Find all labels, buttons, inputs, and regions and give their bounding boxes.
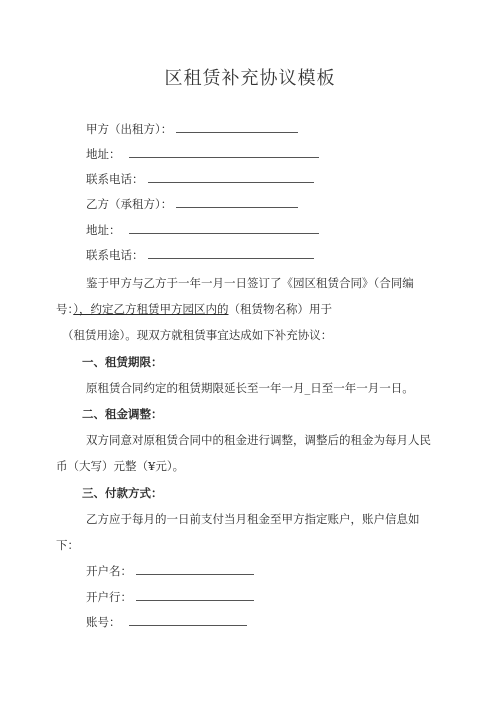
- party-a-address-blank: [129, 147, 319, 158]
- party-b-label: 乙方（承租方）：: [86, 197, 173, 211]
- account-number-label: 账号：: [86, 615, 121, 629]
- intro-line-2-suffix: （租赁物名称）用于: [228, 302, 332, 316]
- document-title: 区租赁补充协议模板: [164, 68, 336, 89]
- intro-line-2-prefix: 号：: [56, 302, 74, 316]
- account-bank-blank: [136, 590, 254, 601]
- party-a-address-row: [86, 146, 319, 162]
- section-1-heading: 一、租赁期限：: [82, 355, 163, 369]
- party-a-row: [86, 121, 298, 137]
- intro-line-2: [56, 301, 332, 317]
- intro-line-3: （租赁用途）。现双方就租赁事宜达成如下补充协议：: [62, 328, 333, 342]
- party-b-blank: [176, 197, 298, 208]
- intro-line-2-underlined: ），约定乙方租赁甲方园区内的: [73, 302, 229, 316]
- account-name-blank: [136, 564, 254, 575]
- party-b-phone-row: [86, 247, 314, 263]
- section-2-heading: 二、租金调整：: [82, 407, 163, 421]
- section-3-heading: 三、付款方式：: [82, 486, 163, 500]
- party-a-blank: [176, 122, 298, 133]
- party-b-address-row: [86, 222, 319, 238]
- account-number-row: [86, 614, 247, 630]
- section-1-line-1: 原租赁合同约定的租赁期限延长至一年一月_日至一年一月一日。: [86, 381, 414, 395]
- party-a-address-label: 地址：: [86, 147, 121, 161]
- account-bank-label: 开户行：: [86, 590, 132, 604]
- party-b-address-blank: [129, 223, 319, 234]
- section-2-line-2: 币（大写）元整（¥元）。: [56, 459, 185, 473]
- party-b-phone-blank: [148, 248, 314, 259]
- account-name-row: [86, 563, 254, 579]
- party-a-label: 甲方（出租方）：: [86, 122, 173, 136]
- party-b-address-label: 地址：: [86, 223, 121, 237]
- account-number-blank: [129, 615, 247, 626]
- account-bank-row: [86, 589, 254, 605]
- section-3-line-1: 乙方应于每月的一日前支付当月租金至甲方指定账户，账户信息如: [86, 512, 420, 526]
- section-3-line-2: 下：: [56, 538, 79, 552]
- party-b-phone-label: 联系电话：: [86, 248, 144, 262]
- party-a-phone-blank: [148, 172, 314, 183]
- section-2-line-1: 双方同意对原租赁合同中的租金进行调整，调整后的租金为每月人民: [86, 433, 431, 447]
- party-a-phone-label: 联系电话：: [86, 172, 144, 186]
- account-name-label: 开户名：: [86, 564, 132, 578]
- party-b-row: [86, 196, 298, 212]
- intro-line-1: 鉴于甲方与乙方于一年一月一日签订了《园区租赁合同》（合同编: [86, 276, 414, 290]
- party-a-phone-row: [86, 171, 314, 187]
